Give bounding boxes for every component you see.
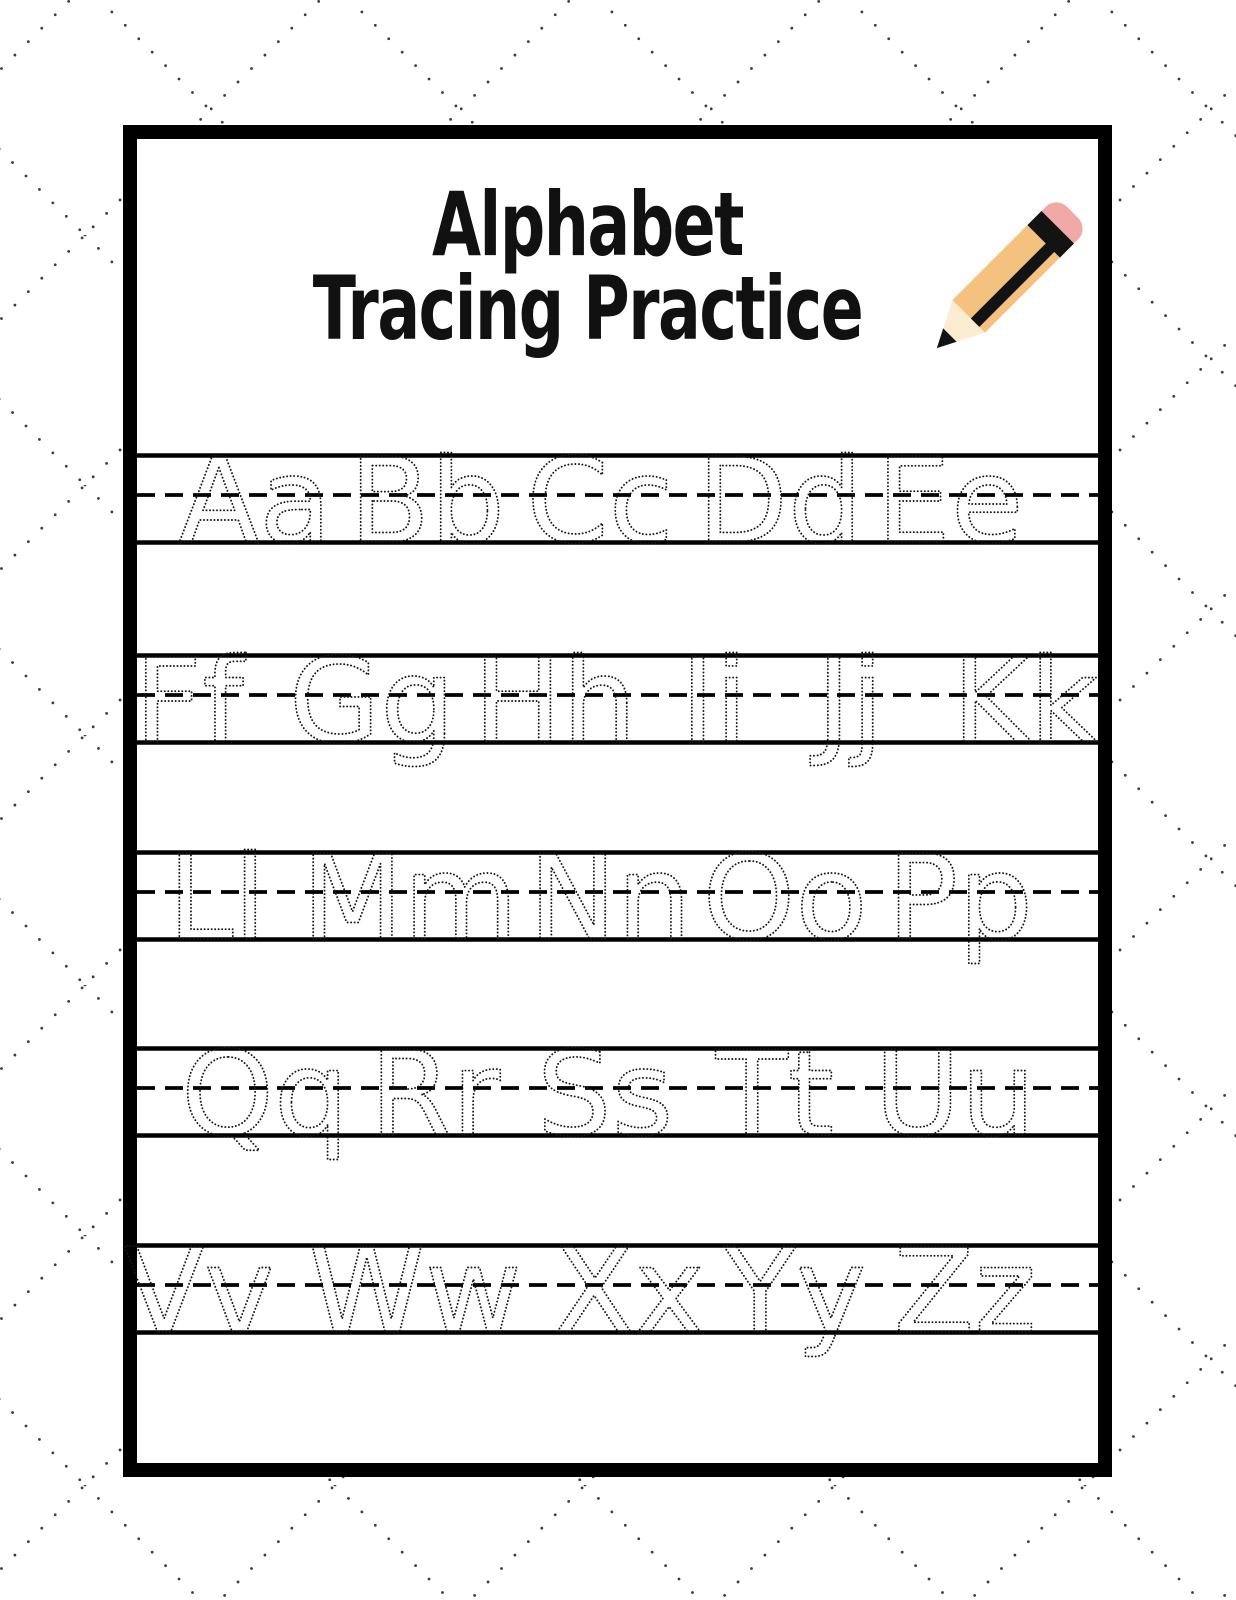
trace-letter-pair: Hh	[473, 632, 637, 770]
pencil-icon	[904, 181, 1104, 381]
trace-letter-pair: Jj	[816, 632, 884, 770]
trace-letter-pair: Ll	[167, 829, 267, 967]
worksheet-page	[123, 125, 1112, 1477]
trace-letter-pair: Pp	[886, 829, 1034, 967]
trace-letter-pair: Oo	[702, 829, 868, 967]
trace-letter-pair: Cc	[526, 432, 674, 570]
trace-letter-pair: Ss	[536, 1025, 674, 1163]
tracing-row-5	[123, 1222, 1098, 1391]
trace-letter-pair: Bb	[349, 432, 505, 570]
trace-letter-pair: Ee	[876, 432, 1024, 570]
trace-letter-pair: Yy	[724, 1222, 866, 1360]
trace-letter-pair: Rr	[369, 1025, 501, 1163]
tracing-row-1	[137, 432, 1098, 601]
trace-letter-pair: Mm	[301, 829, 519, 967]
title-line-2: Tracing Practice	[312, 257, 863, 360]
trace-letter-pair: Nn	[528, 829, 692, 967]
trace-letter-pair: Ii	[680, 632, 748, 770]
trace-letter-pair: Ff	[134, 632, 244, 770]
trace-letter-pair: Vv	[123, 1222, 275, 1360]
tracing-row-4	[137, 1025, 1098, 1194]
trace-letter-pair: Tt	[715, 1025, 835, 1163]
trace-letter-pair: Qq	[181, 1025, 349, 1163]
trace-letter-pair: Uu	[874, 1025, 1036, 1163]
trace-letter-pair: Gg	[288, 632, 456, 770]
tracing-row-2	[134, 632, 1098, 801]
trace-letter-pair: Xx	[553, 1222, 705, 1360]
trace-letter-pair: Dd	[697, 432, 863, 570]
trace-letter-pair: Zz	[893, 1222, 1037, 1360]
trace-letter-pair: Aa	[178, 432, 332, 570]
title-line-1: Alphabet	[431, 173, 744, 276]
trace-letter-pair: Ww	[308, 1222, 522, 1360]
tracing-row-3	[137, 829, 1098, 998]
trace-letter-pair: Kk	[952, 632, 1098, 770]
page-title	[137, 173, 1038, 360]
